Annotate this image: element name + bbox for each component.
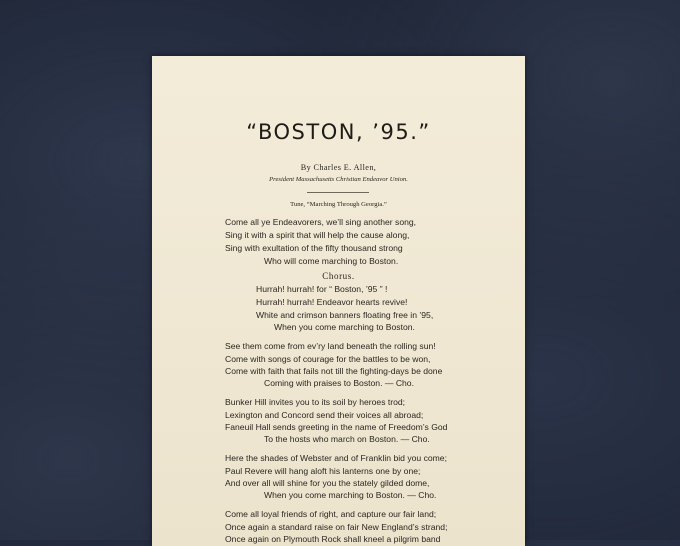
verse-line: Sing with exultation of the fifty thousand strong [225, 243, 403, 253]
verse-line: See them come from ev’ry land beneath the rolling sun! [225, 341, 436, 351]
verse-line: Come with faith that fails not till the fighting-days be done [225, 366, 443, 376]
verse-line: Here the shades of Webster and of Franklin bid you come; [225, 453, 447, 463]
verse-line: Lexington and Concord send their voices all abroad; [225, 410, 424, 420]
verse-line: Who will come marching to Boston. [264, 256, 399, 266]
verse-line: Come with songs of courage for the battles to be won, [225, 354, 431, 364]
verse-line: Faneuil Hall sends greeting in the name of Freedom’s God [225, 422, 448, 432]
chorus-heading: Chorus. [322, 271, 355, 281]
verse-line: And over all will shine for you the stately gilded dome, [225, 478, 430, 488]
verse-line: When you come marching to Boston. — Cho. [264, 490, 437, 500]
tune-note: Tune, “Marching Through Georgia.” [290, 201, 387, 208]
verse-line: Once again on Plymouth Rock shall kneel a pilgrim band [225, 534, 441, 544]
verse-line: Come all ye Endeavorers, we’ll sing another song, [225, 217, 417, 227]
author-affiliation: President Massachusetts Christian Endeavor Union. [269, 176, 408, 183]
author-byline: By Charles E. Allen, [300, 163, 377, 172]
song-title: “BOSTON, ’95.” [246, 120, 431, 144]
chorus-line: Hurrah! hurrah! for “ Boston, ’95 ” ! [256, 284, 388, 294]
verse-line: Paul Revere will hang aloft his lanterns one by one; [225, 466, 421, 476]
chorus-line: When you come marching to Boston. [274, 322, 415, 332]
chorus-line: White and crimson banners floating free in ’95, [256, 310, 434, 320]
divider-rule [307, 192, 369, 193]
verse-line: To the hosts who march on Boston. — Cho. [264, 434, 430, 444]
song-sheet [152, 56, 525, 546]
verse-line: Once again a standard raise on fair New England’s strand; [225, 522, 448, 532]
verse-line: Come all loyal friends of right, and capture our fair land; [225, 509, 437, 519]
verse-line: Coming with praises to Boston. — Cho. [264, 378, 414, 388]
chorus-line: Hurrah! hurrah! Endeavor hearts revive! [256, 297, 408, 307]
verse-line: Bunker Hill invites you to its soil by heroes trod; [225, 397, 406, 407]
verse-line: Sing it with a spirit that will help the cause along, [225, 230, 410, 240]
